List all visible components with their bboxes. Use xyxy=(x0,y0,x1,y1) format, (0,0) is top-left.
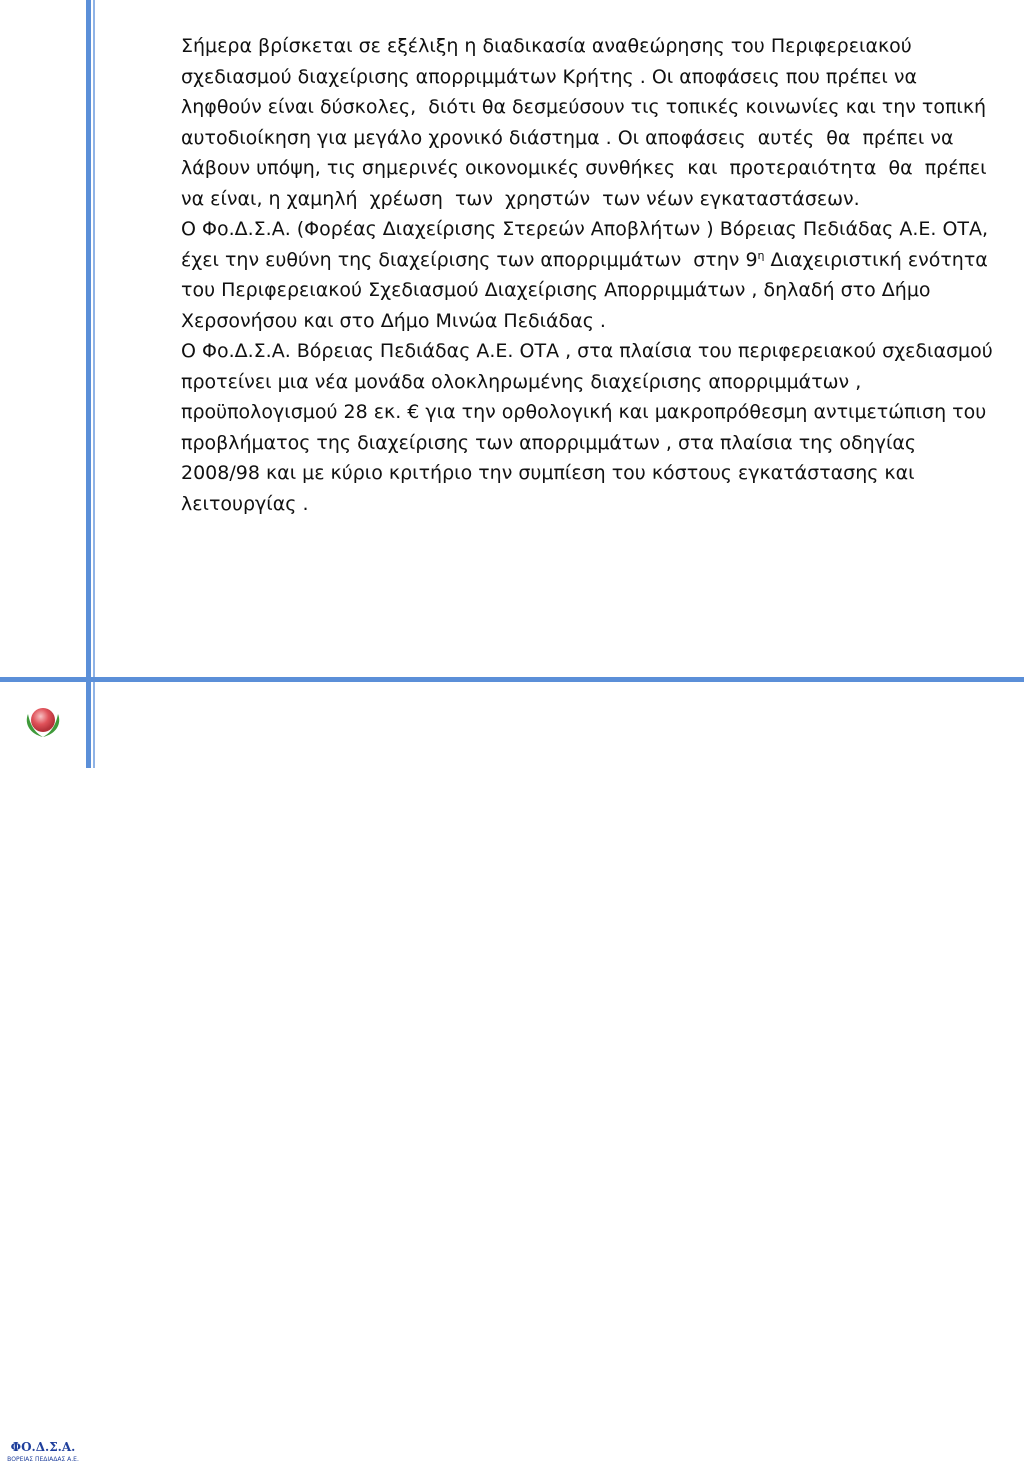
logo-sphere-icon xyxy=(31,708,55,732)
vertical-divider xyxy=(86,0,91,768)
fodsa-logo xyxy=(0,700,86,1463)
horizontal-divider xyxy=(0,677,1024,682)
paragraph-fodsa-responsibility xyxy=(181,214,996,336)
logo-subtitle: ΒΟΡΕΙΑΣ ΠΕΔΙΑΔΑΣ Α.Ε. xyxy=(7,1456,79,1463)
logo-title: ΦΟ.Δ.Σ.Α. xyxy=(10,1440,76,1454)
paragraph-2-text-end: Διαχειριστική ενότητα του Περιφερειακού Σχεδιασμού Διαχείρισης Απορριμμάτων , δηλαδή στο Δήμο Χερσονήσου και στο Δήμο Μινώα Πεδιάδας . xyxy=(181,248,994,332)
slide-body-text xyxy=(181,31,999,519)
logo-emblem-icon xyxy=(0,700,86,744)
ordinal-superscript: η xyxy=(757,248,765,262)
paragraph-2-text-start: Ο Φο.Δ.Σ.Α. (Φορέας Διαχείρισης Στερεών Αποβλήτων ) Βόρειας Πεδιάδας Α.Ε. ΟΤΑ, έχει την ευθύνη της διαχείρισης των απορριμμάτων στην 9 xyxy=(181,218,995,271)
paragraph-proposal: Ο Φο.Δ.Σ.Α. Βόρειας Πεδιάδας Α.Ε. ΟΤΑ , στα πλαίσια του περιφερειακού σχεδιασμού προτείνει μια νέα μονάδα ολοκληρωμένης διαχείρισης απορριμμάτων , προϋπολογισμού 28 εκ. € για την ορθολογική και μακροπρόθεσμη αντιμετώπιση του προβλήματος της διαχείρισης των απορριμμάτων , στα πλαίσια της οδηγίας 2008/98 και με κύριο κριτήριο την συμπίεση του κόστους εγκατάστασης και λειτουργίας . xyxy=(181,340,999,515)
vertical-divider-accent xyxy=(93,0,95,768)
paragraph-review-process: Σήμερα βρίσκεται σε εξέλιξη η διαδικασία αναθεώρησης του Περιφερειακού σχεδιασμού διαχείρισης απορριμμάτων Κρήτης . Οι αποφάσεις που πρέπει να ληφθούν είναι δύσκολες, διότι θα δεσμεύσουν τις τοπικές κοινωνίες και την τοπική αυτοδιοίκηση για μεγάλο χρονικό διάστημα . Οι αποφάσεις αυτές θα πρέπει να λάβουν υπόψη, τις σημερινές οικονομικές συνθήκες και προτεραιότητα θα πρέπει να είναι, η χαμηλή χρέωση των χρηστών των νέων εγκαταστάσεων. xyxy=(181,35,993,210)
